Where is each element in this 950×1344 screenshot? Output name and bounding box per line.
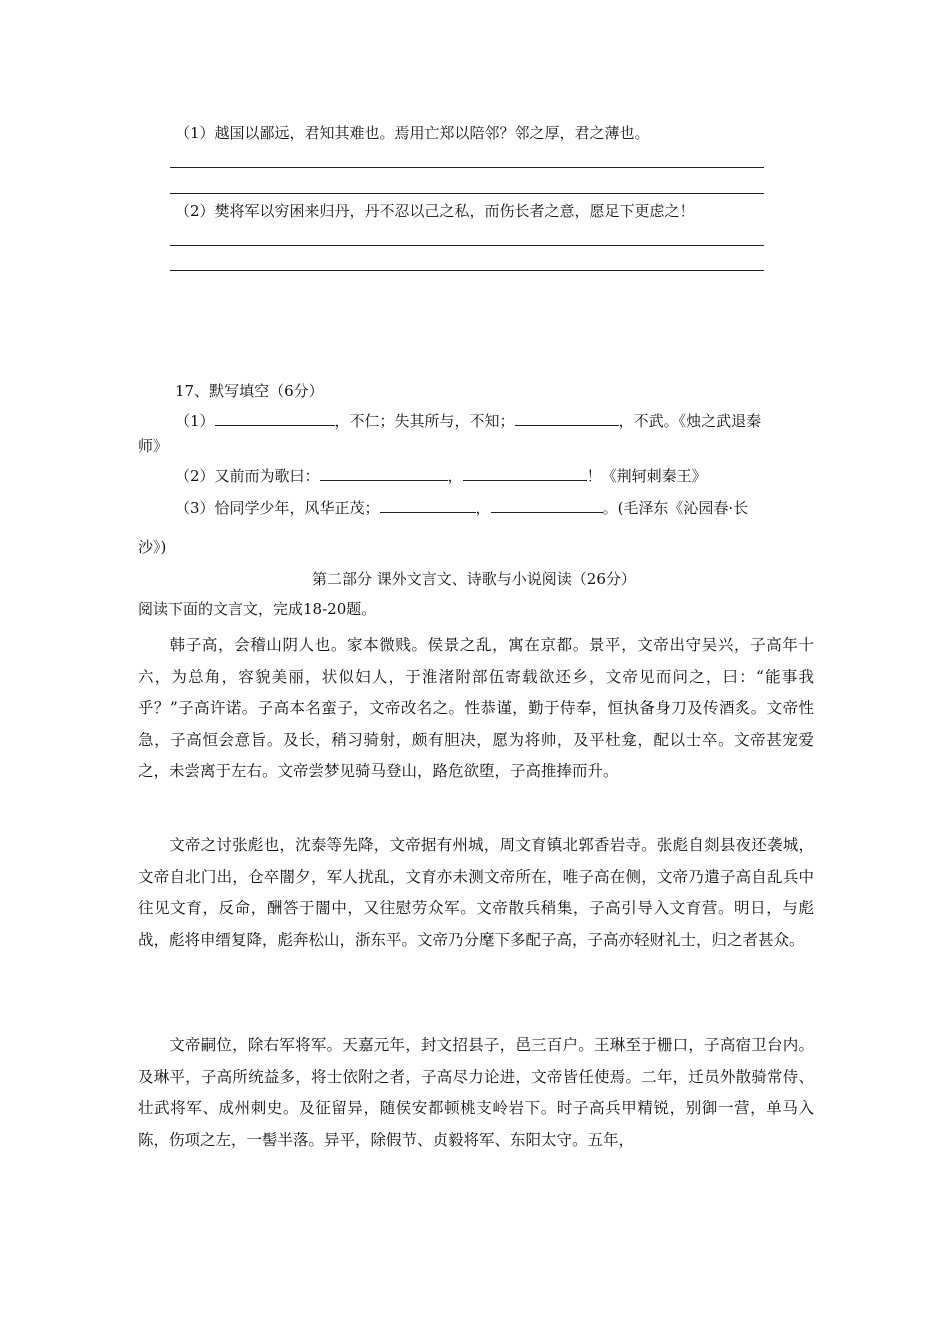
dictation-item-3-end: 。(毛泽东《沁园春·长 [602,499,749,517]
dictation-item-3-prefix: （3）恰同学少年，风华正茂； [175,499,380,517]
dictation-item-1 [175,409,761,431]
dictation-item-1-prefix: （1） [175,412,215,430]
dictation-item-1-wrap: 师》 [138,437,169,455]
fill-blank[interactable] [491,496,603,513]
fill-blank[interactable] [380,496,476,513]
translation-item-2: （2）樊将军以穷困来归丹，丹不忍以己之私，而伤长者之意，愿足下更虑之！ [175,202,695,220]
passage-paragraph-2: 文帝之讨张彪也，沈泰等先降，文帝据有州城，周文育镇北郭香岩寺。张彪自剡县夜还袭城，文帝自北门出，仓卒闇夕，军人扰乱，文育亦未测文帝所在，唯子高在侧，文帝乃遣子高自乱兵中往见文育，反命，酬答于闇中，又往慰劳众军。文帝散兵稍集，子高引导入文育营。明日，与彪战，彪将申缙复降，彪奔松山，浙东平。文帝乃分麾下多配子高，子高亦轻财礼士，归之者甚众。 [138,836,814,949]
fill-blank[interactable] [215,409,335,426]
dictation-item-3 [175,496,748,518]
reading-instruction: 阅读下面的文言文，完成18-20题。 [138,600,377,618]
section-heading: 第二部分 课外文言文、诗歌与小说阅读（26分） [312,570,636,588]
dictation-item-1-end: ，不武。《烛之武退秦 [618,412,762,430]
dictation-item-3-wrap: 沙》) [138,538,167,556]
dictation-item-2-prefix: （2）又前而为歌曰： [175,467,320,485]
question-17-title: 17、默写填空（6分） [175,382,324,400]
dictation-item-1-mid: ，不仁；失其所与，不知； [334,412,515,430]
fill-blank[interactable] [320,464,448,481]
translation-item-1: （1）越国以鄙远，君知其难也。焉用亡郑以陪邻？邻之厚，君之薄也。 [175,124,650,142]
passage-paragraph-3: 文帝嗣位，除右军将军。天嘉元年，封文招县子，邑三百户。王琳至于栅口，子高宿卫台内。及琳平，子高所统益多，将士依附之者，子高尽力论进，文帝皆任使焉。二年，迁员外散骑常侍、壮武将军、成州刺史。及征留异，随侯安都顿桃支岭岩下。时子高兵甲精锐，别御一营，单马入陈，伤项之左，一髻半落。异平，除假节、贞毅将军、东阳太守。五年， [138,1036,814,1149]
answer-line[interactable] [170,245,764,246]
dictation-item-2-sep: ， [447,467,463,485]
passage-paragraph-1: 韩子高，会稽山阴人也。家本微贱。侯景之乱，寓在京都。景平，文帝出守吴兴，子高年十六，为总角，容貌美丽，状似妇人，于淮渚附部伍寄载欲还乡，文帝见而问之，曰：“能事我乎？”子高许诺。子高本名蛮子，文帝改名之。性恭谨，勤于侍奉，恒执备身刀及传酒炙。文帝性急，子高恒会意旨。及长，稍习骑射，颇有胆决，愿为将帅，及平杜龛，配以士卒。文帝甚宠爱之，未尝离于左右。文帝尝梦见骑马登山，路危欲堕，子高推捧而升。 [138,636,814,780]
fill-blank[interactable] [463,464,587,481]
dictation-item-2 [175,464,707,486]
fill-blank[interactable] [515,409,619,426]
dictation-item-3-sep: ， [475,499,491,517]
answer-line[interactable] [170,193,764,194]
dictation-item-2-end: ！《荆轲刺秦王》 [586,467,707,485]
answer-line[interactable] [170,167,764,168]
answer-line[interactable] [170,270,764,271]
